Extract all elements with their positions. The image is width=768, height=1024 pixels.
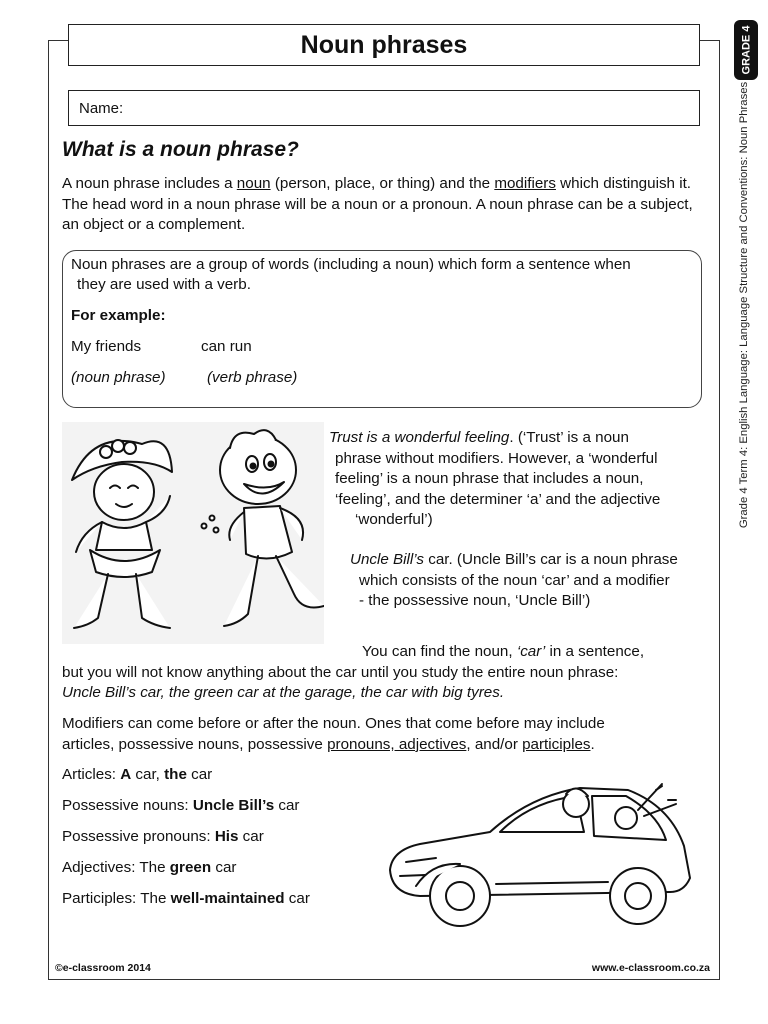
- footer-website[interactable]: www.e-classroom.co.za: [591, 962, 710, 974]
- definition-line-2: they are used with a verb.: [77, 276, 251, 293]
- example-noun: My friends: [71, 338, 142, 355]
- children-drawing: [62, 422, 324, 644]
- example-adjectives: Adjectives: The green car: [62, 859, 237, 876]
- trust-line-2: phrase without modifiers. However, a ‘wonderful: [335, 450, 658, 467]
- find-line-3: Uncle Bill’s car, the green car at the garage, the car with big tyres.: [62, 684, 505, 701]
- trust-line-3: feeling’ is a noun phrase that includes a noun,: [335, 470, 644, 487]
- example-verb: can run: [201, 338, 252, 355]
- uncle-line-2: which consists of the noun ‘car’ and a modifier: [359, 572, 670, 589]
- children-illustration: [62, 422, 324, 644]
- trust-line-4: ‘feeling’, and the determiner ‘a’ and the adjective: [335, 491, 661, 508]
- side-caption: Grade 4 Term 4: English Language: Language Structure and Conventions: Noun Phrases: [738, 81, 750, 529]
- trust-line-1: Trust is a wonderful feeling. (‘Trust’ is a noun: [329, 429, 629, 446]
- trust-line-5: ‘wonderful’): [355, 511, 433, 528]
- modifiers-line-1: Modifiers can come before or after the noun. Ones that come before may include: [62, 715, 605, 732]
- example-noun-tag: (noun phrase): [71, 369, 166, 386]
- name-field[interactable]: [68, 90, 700, 126]
- find-line-2: but you will not know anything about the car until you study the entire noun phrase:: [62, 664, 619, 681]
- definition-box: [62, 250, 702, 408]
- name-label: Name:: [79, 99, 124, 117]
- grade-tab-label: GRADE 4: [740, 25, 752, 75]
- modifiers-link: modifiers: [494, 175, 556, 192]
- section-heading: What is a noun phrase?: [62, 138, 299, 161]
- uncle-line-3: - the possessive noun, ‘Uncle Bill’): [359, 592, 591, 609]
- definition-line-1: Noun phrases are a group of words (including a noun) which form a sentence when: [71, 256, 631, 273]
- example-possessive-pronouns: Possessive pronouns: His car: [62, 828, 264, 845]
- example-label: For example:: [71, 307, 166, 324]
- uncle-line-1: Uncle Bill’s car. (Uncle Bill’s car is a noun phrase: [350, 551, 678, 568]
- intro-paragraph: A noun phrase includes a noun (person, place, or thing) and the modifiers which distinguish it. The head word in a noun phrase will be a noun or a pronoun. A noun phrase can be a subject, an object or a complement.: [62, 175, 693, 233]
- example-participles: Participles: The well-maintained car: [62, 890, 310, 907]
- modifiers-line-2: articles, possessive nouns, possessive pronouns, adjectives, and/or participles.: [62, 736, 595, 753]
- noun-link: noun: [236, 175, 271, 192]
- find-line-1: You can find the noun, ‘car’ in a sentence,: [362, 643, 645, 660]
- car-illustration: [380, 766, 702, 944]
- example-articles: Articles: A car, the car: [62, 766, 213, 783]
- page-title: Noun phrases: [68, 24, 700, 66]
- grade-tab: [734, 20, 758, 80]
- example-possessive-nouns: Possessive nouns: Uncle Bill’s car: [62, 797, 300, 814]
- footer-copyright: ©e-classroom 2014: [55, 962, 151, 974]
- car-drawing: [380, 766, 702, 944]
- example-verb-tag: (verb phrase): [207, 369, 298, 386]
